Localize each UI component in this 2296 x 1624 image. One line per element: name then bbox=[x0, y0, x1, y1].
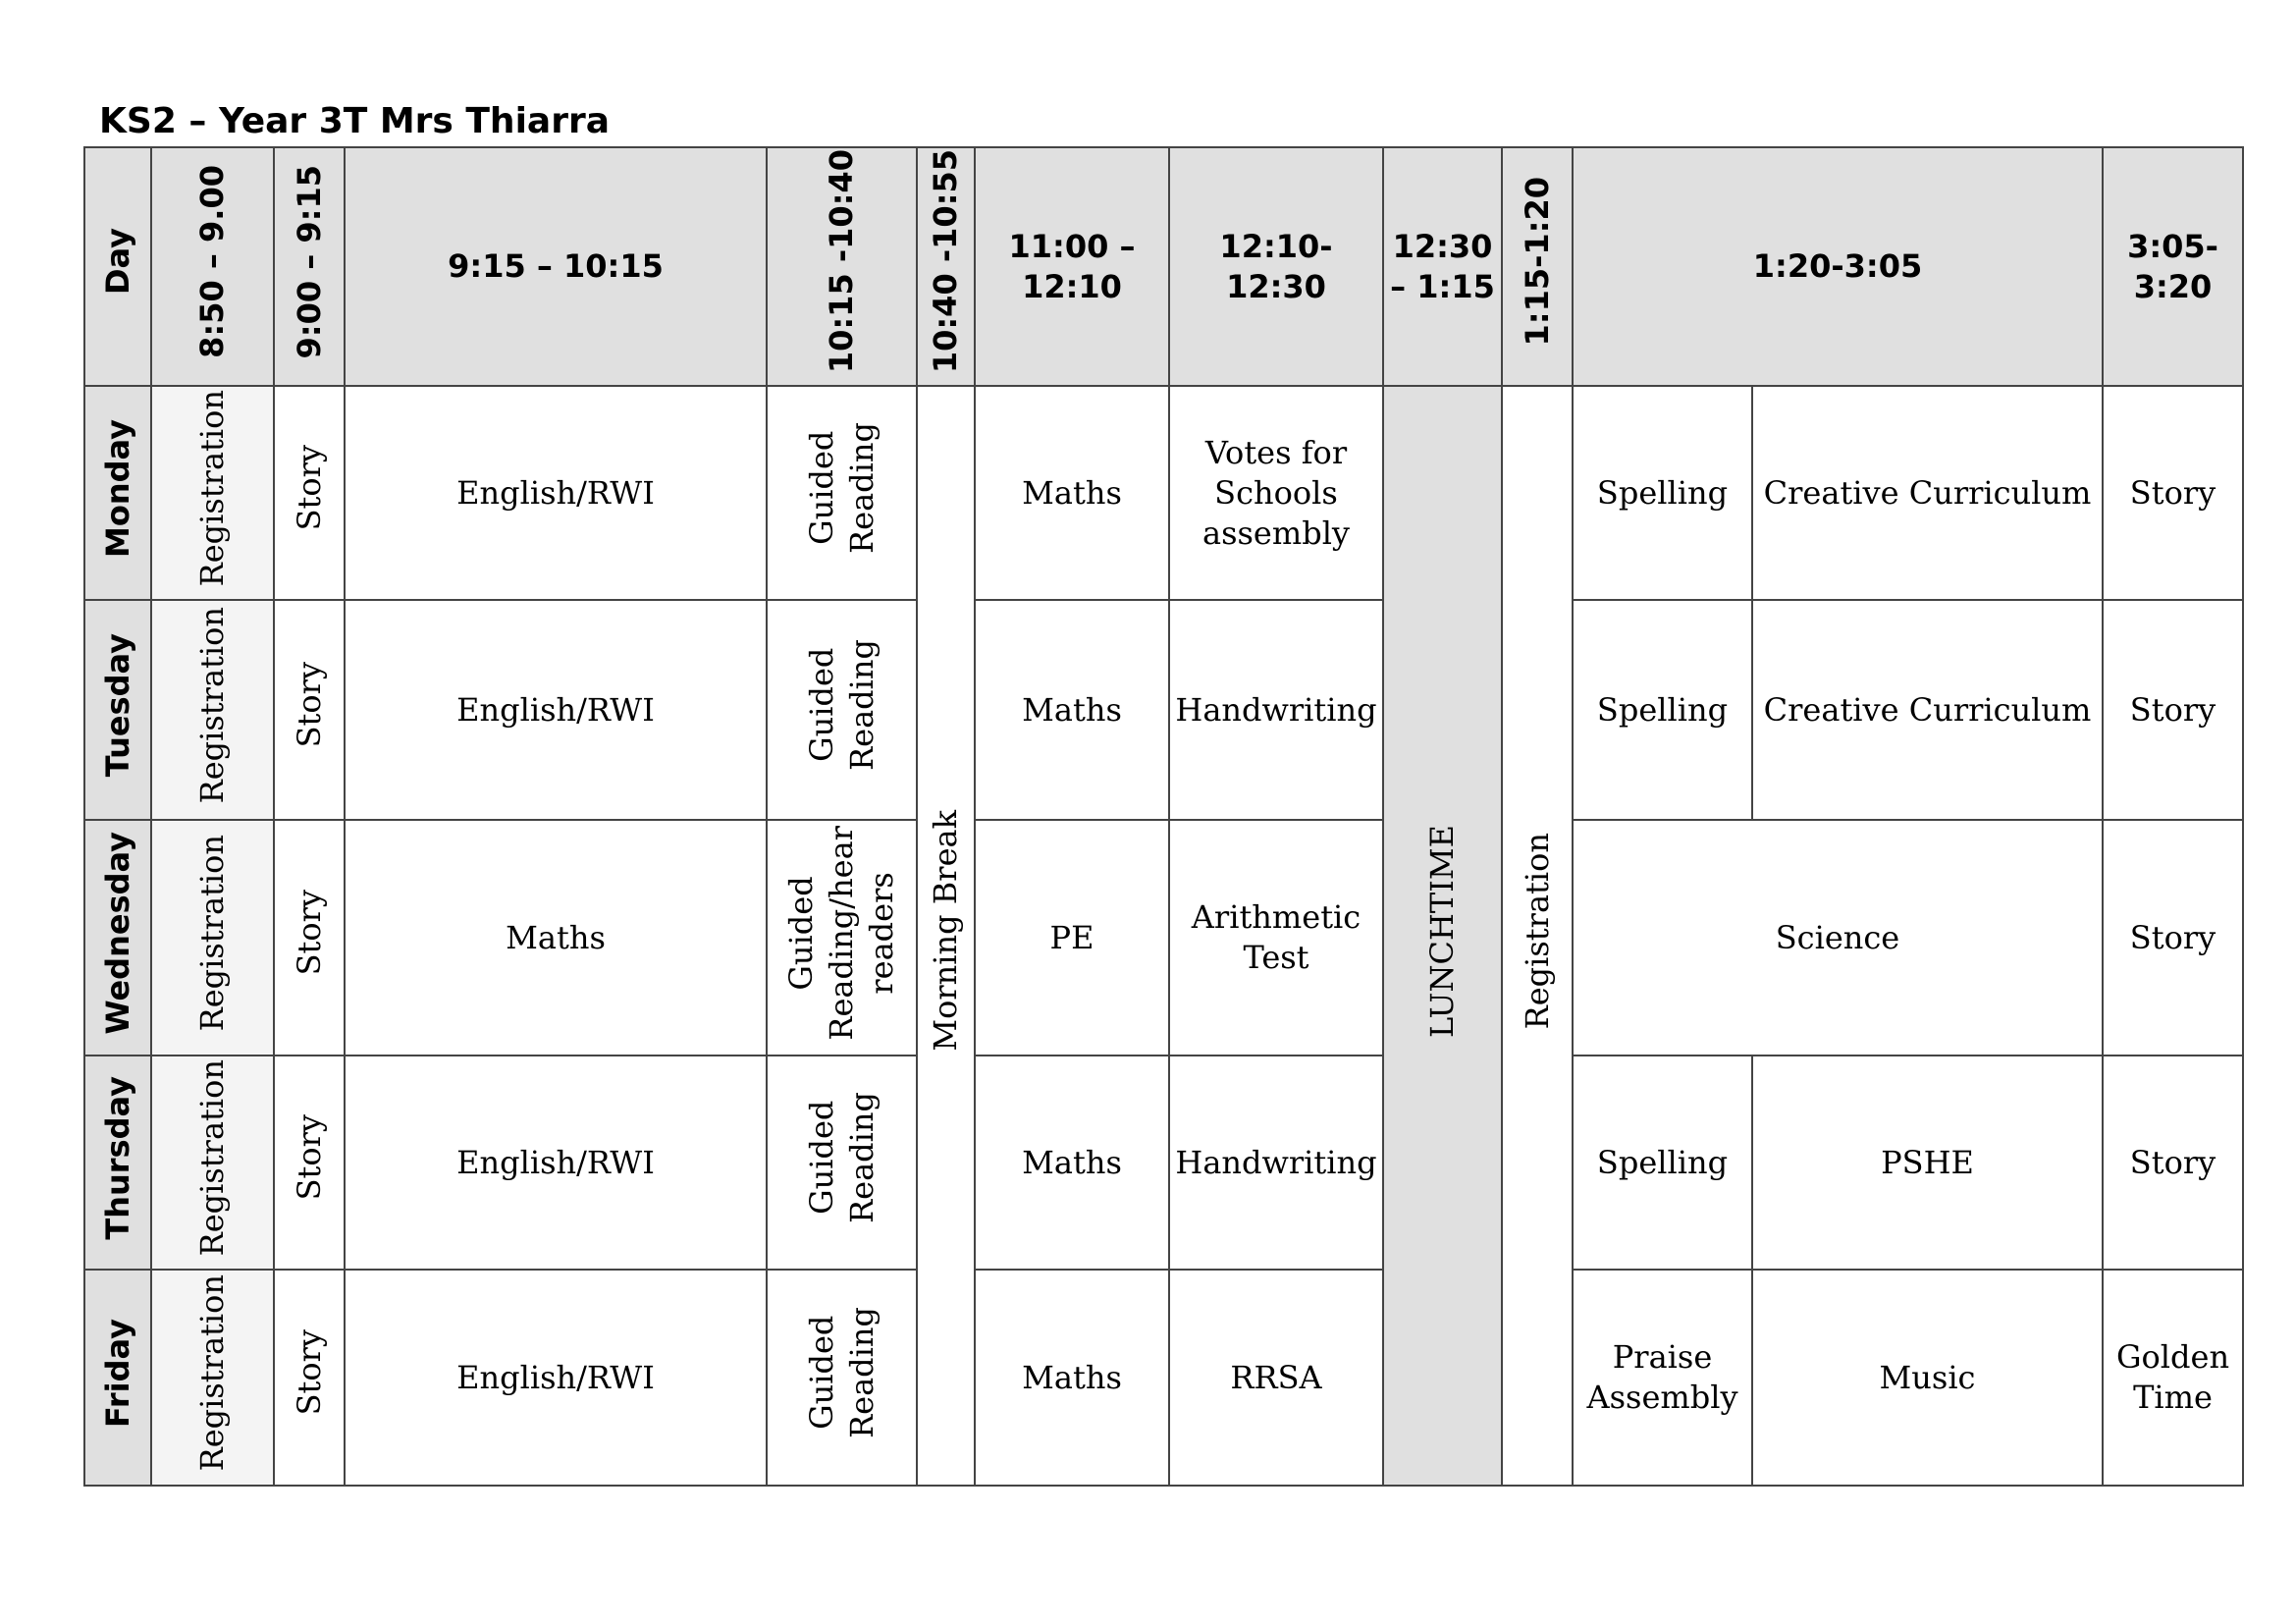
day-cell: Tuesday bbox=[84, 600, 151, 820]
lesson-cell: Handwriting bbox=[1169, 1056, 1383, 1270]
header-time: 10:40 -10:55 bbox=[917, 147, 975, 386]
header-time: 9:15 – 10:15 bbox=[345, 147, 767, 386]
lesson-cell: Golden Time bbox=[2103, 1270, 2243, 1486]
reading-cell: Guided Reading bbox=[767, 1056, 917, 1270]
story-cell: Story bbox=[274, 386, 345, 600]
lunchtime-cell: LUNCHTIME bbox=[1383, 386, 1502, 1486]
lesson-cell: English/RWI bbox=[345, 386, 767, 600]
header-row bbox=[84, 147, 2243, 386]
lesson-cell: Maths bbox=[975, 1056, 1169, 1270]
reading-cell: Guided Reading bbox=[767, 1270, 917, 1486]
lesson-cell: Handwriting bbox=[1169, 600, 1383, 820]
header-time: 8:50 – 9.00 bbox=[151, 147, 274, 386]
lesson-cell: Arithmetic Test bbox=[1169, 820, 1383, 1056]
day-cell: Thursday bbox=[84, 1056, 151, 1270]
lesson-cell: Story bbox=[2103, 820, 2243, 1056]
reading-cell: Guided Reading bbox=[767, 600, 917, 820]
story-cell: Story bbox=[274, 1270, 345, 1486]
lesson-cell: Votes for Schools assembly bbox=[1169, 386, 1383, 600]
header-time: 11:00 – 12:10 bbox=[975, 147, 1169, 386]
header-time: 1:20-3:05 bbox=[1573, 147, 2103, 386]
header-time: 3:05- 3:20 bbox=[2103, 147, 2243, 386]
day-cell: Monday bbox=[84, 386, 151, 600]
lesson-cell: Creative Curriculum bbox=[1752, 600, 2103, 820]
lesson-cell: English/RWI bbox=[345, 600, 767, 820]
day-cell: Wednesday bbox=[84, 820, 151, 1056]
reading-cell: Guided Reading bbox=[767, 386, 917, 600]
day-cell: Friday bbox=[84, 1270, 151, 1486]
story-cell: Story bbox=[274, 1056, 345, 1270]
registration-cell: Registration bbox=[151, 600, 274, 820]
header-time: 12:30 – 1:15 bbox=[1383, 147, 1502, 386]
lesson-cell: Story bbox=[2103, 1056, 2243, 1270]
lesson-cell: English/RWI bbox=[345, 1270, 767, 1486]
table-row bbox=[84, 1270, 2243, 1486]
story-cell: Story bbox=[274, 600, 345, 820]
afternoon-registration-cell: Registration bbox=[1502, 386, 1573, 1486]
registration-cell: Registration bbox=[151, 820, 274, 1056]
story-cell: Story bbox=[274, 820, 345, 1056]
reading-cell: Guided Reading/hear readers bbox=[767, 820, 917, 1056]
header-time: 1:15-1:20 bbox=[1502, 147, 1573, 386]
lesson-cell: Spelling bbox=[1573, 1056, 1752, 1270]
lesson-cell: English/RWI bbox=[345, 1056, 767, 1270]
morning-break-cell: Morning Break bbox=[917, 386, 975, 1486]
lesson-cell: Story bbox=[2103, 386, 2243, 600]
table-row bbox=[84, 600, 2243, 820]
lesson-cell: Maths bbox=[975, 600, 1169, 820]
table-row bbox=[84, 1056, 2243, 1270]
lesson-cell: Maths bbox=[975, 386, 1169, 600]
header-time: 9:00 – 9:15 bbox=[274, 147, 345, 386]
lesson-cell: PE bbox=[975, 820, 1169, 1056]
lesson-cell: Maths bbox=[345, 820, 767, 1056]
registration-cell: Registration bbox=[151, 1270, 274, 1486]
table-row bbox=[84, 820, 2243, 1056]
lesson-cell: PSHE bbox=[1752, 1056, 2103, 1270]
lesson-cell: RRSA bbox=[1169, 1270, 1383, 1486]
header-time: 12:10-12:30 bbox=[1169, 147, 1383, 386]
lesson-cell: Story bbox=[2103, 600, 2243, 820]
lesson-cell: Science bbox=[1573, 820, 2103, 1056]
lesson-cell: Spelling bbox=[1573, 386, 1752, 600]
table-row bbox=[84, 386, 2243, 600]
lesson-cell: Praise Assembly bbox=[1573, 1270, 1752, 1486]
page-title: KS2 – Year 3T Mrs Thiarra bbox=[99, 101, 610, 141]
header-day: Day bbox=[84, 147, 151, 386]
registration-cell: Registration bbox=[151, 1056, 274, 1270]
registration-cell: Registration bbox=[151, 386, 274, 600]
lesson-cell: Creative Curriculum bbox=[1752, 386, 2103, 600]
lesson-cell: Maths bbox=[975, 1270, 1169, 1486]
header-time: 10:15 -10:40 bbox=[767, 147, 917, 386]
lesson-cell: Music bbox=[1752, 1270, 2103, 1486]
lesson-cell: Spelling bbox=[1573, 600, 1752, 820]
timetable bbox=[83, 146, 2244, 1487]
